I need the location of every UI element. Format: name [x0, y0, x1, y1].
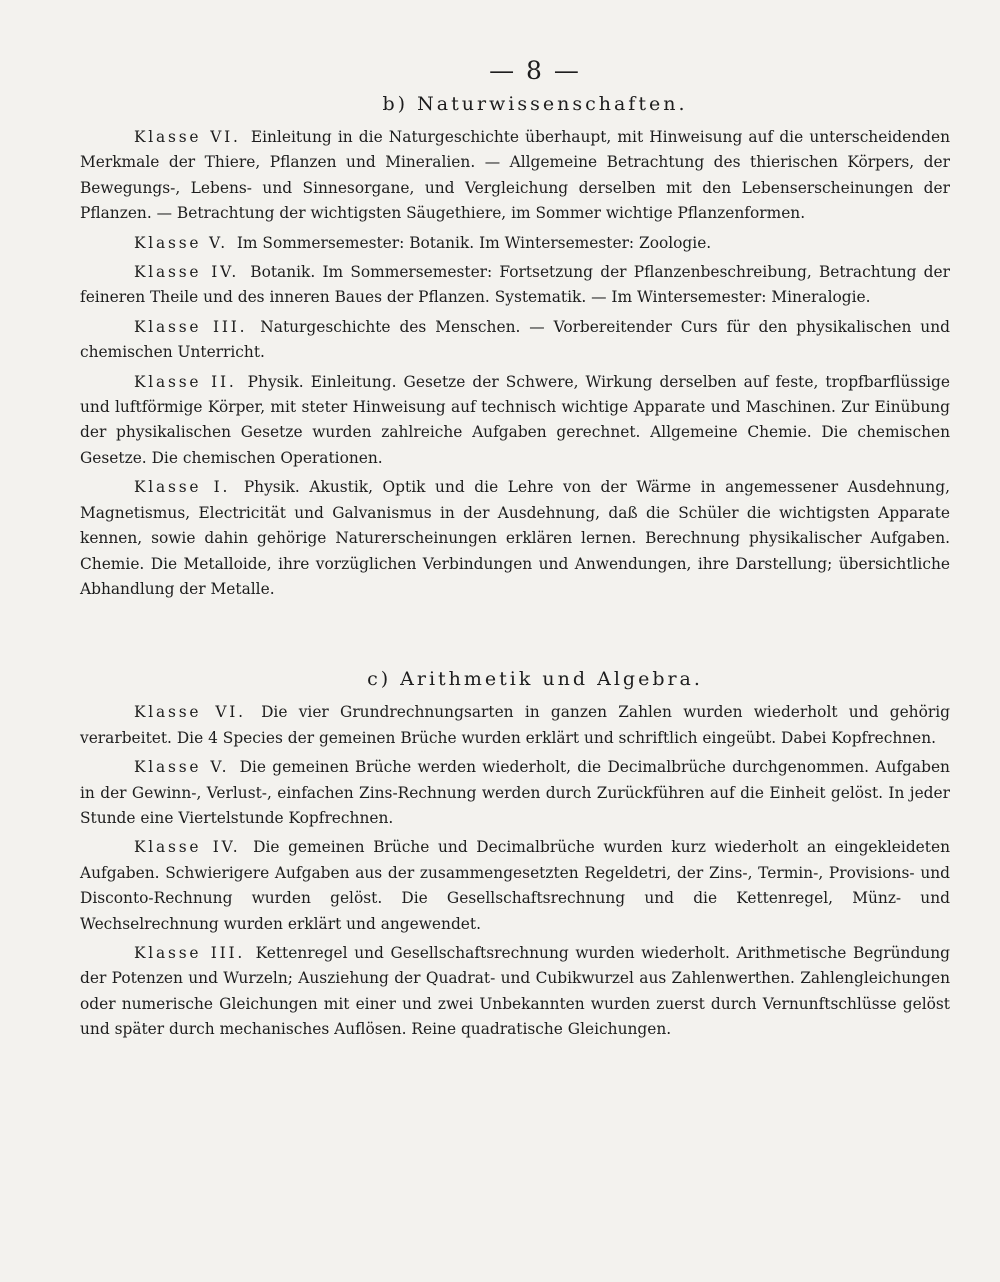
klasse-label: Klasse V. [134, 758, 230, 777]
klasse-label: Klasse III. [134, 943, 246, 962]
section-heading-naturwissenschaften: b) Naturwissenschaften. [382, 93, 688, 115]
klasse-label: Klasse VI. [134, 703, 246, 722]
entry-text: Im Sommersemester: Botanik. Im Wintersemester: Zoologie. [236, 233, 712, 252]
page-number: — 8 — [489, 56, 581, 85]
entry-arith-klasse-vi [80, 700, 950, 751]
klasse-label: Klasse V. [134, 233, 228, 252]
entry-text: Die gemeinen Brüche werden wiederholt, die Decimalbrüche durchgenommen. Aufgaben in der Gewinn-, Verlust-, einfachen Zins-Rechnung werden durch Zurückführen auf die Einheit gelöst. In jeder Stunde eine Viertelstunde Kopfrechnen. [80, 758, 950, 827]
entry-text: Naturgeschichte des Menschen. — Vorbereitender Curs für den physikalischen und chemischen Unterricht. [80, 317, 950, 362]
klasse-label: Klasse IV. [134, 838, 241, 857]
entry-nat-klasse-iv [80, 260, 950, 311]
entry-arith-klasse-v [80, 755, 950, 831]
klasse-label: Klasse IV. [134, 263, 240, 282]
entry-nat-klasse-vi [80, 125, 950, 227]
entry-text: Einleitung in die Naturgeschichte überhaupt, mit Hinweisung auf die unterscheidenden Merkmale der Thiere, Pflanzen und Mineralien. — Allgemeine Betrachtung des thierischen Körpers, der Bewegungs-, Lebens- und Sinnesorgane, und Vergleichung derselben mit den Lebenserscheinungen der Pflanzen. — Betrachtung der wichtigsten Säugethiere, im Sommer wichtige Pflanzenformen. [80, 128, 950, 223]
entry-text: Die gemeinen Brüche und Decimalbrüche wurden kurz wiederholt an eingekleideten Aufgaben. Schwierigere Aufgaben aus der zusammengesetzten Regeldetri, der Zins-, Termin-, Provisions- und Disconto-Rechnung wurden gelöst. Die Gesellschaftsrechnung und die Kettenregel, Münz- und Wechselrechnung wurden erklärt und angewendet. [80, 838, 950, 933]
entry-arith-klasse-iv [80, 835, 950, 937]
entry-nat-klasse-i [80, 475, 950, 602]
klasse-label: Klasse VI. [134, 128, 241, 146]
entry-nat-klasse-ii [80, 370, 950, 472]
entry-text: Die vier Grundrechnungsarten in ganzen Zahlen wurden wiederholt und gehörig verarbeitet. Die 4 Species der gemeinen Brüche wurden erklärt und schriftlich eingeübt. Dabei Kopfrechnen. [80, 703, 950, 747]
entry-text: Physik. Einleitung. Gesetze der Schwere, Wirkung derselben auf feste, tropfbarflüssige und luftförmige Körper, mit steter Hinweisung auf technisch wichtige Apparate und Maschinen. Zur Einübung der physikalischen Gesetze wurden zahlreiche Aufgaben gerechnet. Allgemeine Chemie. Die chemischen Gesetze. Die chemischen Operationen. [80, 372, 950, 467]
entry-arith-klasse-iii [80, 941, 950, 1043]
section-heading-arithmetik: c) Arithmetik und Algebra. [367, 668, 703, 691]
entry-text: Botanik. Im Sommersemester: Fortsetzung der Pflanzenbeschreibung, Betrachtung der feineren Theile und des inneren Baues der Pflanzen. Systematik. — Im Wintersemester: Mineralogie. [80, 263, 950, 307]
klasse-label: Klasse II. [134, 372, 237, 391]
klasse-label: Klasse I. [134, 478, 231, 497]
entry-nat-klasse-iii [80, 315, 950, 366]
entry-text: Physik. Akustik, Optik und die Lehre von der Wärme in angemessener Ausdehnung, Magnetismus, Electricität und Galvanismus in der Ausdehnung, daß die Schüler die wichtigsten Apparate kennen, sowie dahin gehörige Naturerscheinungen erklären lernen. Berechnung physikalischer Aufgaben. Chemie. Die Metalloide, ihre vorzüglichen Verbindungen und Anwendungen, ihre Darstellung; übersichtliche Abhandlung der Metalle. [80, 478, 950, 598]
entry-text: Kettenregel und Gesellschaftsrechnung wurden wiederholt. Arithmetische Begründung der Potenzen und Wurzeln; Ausziehung der Quadrat- und Cubikwurzel aus Zahlenwerthen. Zahlengleichungen oder numerische Gleichungen mit einer und zwei Unbekannten wurden zuerst durch Vernunftschlüsse gelöst und später durch mechanisches Auflösen. Reine quadratische Gleichungen. [80, 943, 950, 1039]
klasse-label: Klasse III. [134, 317, 248, 336]
entry-nat-klasse-v [80, 231, 950, 256]
